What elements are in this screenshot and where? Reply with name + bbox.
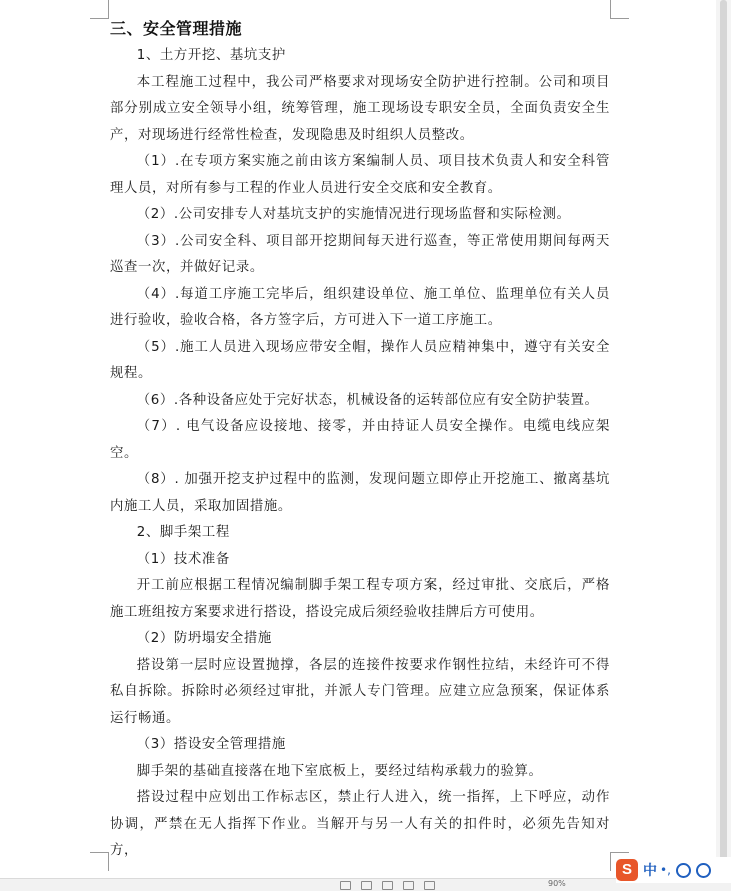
- paragraph: （3）搭设安全管理措施: [136, 737, 286, 752]
- paragraph: 开工前应根据工程情况编制脚手架工程专项方案，经过审批、交底后，严格施工班组按方案要求进行搭设，搭设完成后须经验收挂牌后方可使用。: [110, 578, 610, 620]
- paragraph: 1、土方开挖、基坑支护: [136, 48, 286, 63]
- paragraph: （8）. 加强开挖支护过程中的监测，发现问题立即停止开挖施工、撤离基坑内施工人员，采取加固措施。: [110, 472, 610, 514]
- outline-view-icon[interactable]: [361, 881, 372, 890]
- paragraph: （6）.各种设备应处于完好状态，机械设备的运转部位应有安全防护装置。: [136, 392, 599, 408]
- reading-mode-icon[interactable]: [403, 881, 414, 890]
- ime-punctuation-label[interactable]: •,: [660, 863, 671, 877]
- margin-corner-top-left: [90, 0, 109, 19]
- paragraph: （1）.在专项方案实施之前由该方案编制人员、项目技术负责人和安全科管理人员，对所有参与工程的作业人员进行安全交底和安全教育。: [110, 154, 610, 196]
- ime-mode-label[interactable]: 中: [643, 863, 657, 879]
- print-layout-icon[interactable]: [340, 881, 351, 890]
- paragraph: 搭设过程中应划出工作标志区，禁止行人进入，统一指挥，上下呼应，动作协调，严禁在无人指挥下作业。当解开与另一人有关的扣件时，必须先告知对方，: [110, 790, 610, 858]
- margin-corner-bottom-left: [90, 852, 109, 871]
- web-view-icon[interactable]: [382, 881, 393, 890]
- vertical-scrollbar[interactable]: [716, 0, 731, 878]
- microphone-icon[interactable]: [696, 863, 711, 878]
- document-body[interactable]: [110, 16, 610, 865]
- paragraph: （2）防坍塌安全措施: [136, 631, 272, 646]
- margin-corner-top-right: [610, 0, 629, 19]
- zoom-level[interactable]: 90%: [548, 879, 566, 888]
- paragraph: （4）.每道工序施工完毕后，组织建设单位、施工单位、监理单位有关人员进行验收，验收合格，各方签字后，方可进入下一道工序施工。: [110, 286, 610, 328]
- paragraph: （5）.施工人员进入现场应带安全帽，操作人员应精神集中，遵守有关安全规程。: [110, 339, 610, 381]
- emoji-icon[interactable]: [676, 863, 691, 878]
- scrollbar-thumb[interactable]: [720, 0, 727, 860]
- paragraph: 搭设第一层时应设置抛撑，各层的连接件按要求作钢性拉结，未经许可不得私自拆除。拆除时必须经过审批，并派人专门管理。应建立应急预案，保证体系运行畅通。: [110, 657, 610, 726]
- paragraph: 2、脚手架工程: [136, 525, 230, 540]
- section-heading: 三、安全管理措施: [110, 19, 243, 38]
- paragraph: （3）.公司安全科、项目部开挖期间每天进行巡查，等正常使用期间每两天巡查一次，并做好记录。: [110, 233, 610, 275]
- paragraph: （7）. 电气设备应设接地、接零，并由持证人员安全操作。电缆电线应架空。: [110, 419, 610, 461]
- eye-protection-icon[interactable]: [424, 881, 435, 890]
- paragraph: 本工程施工过程中，我公司严格要求对现场安全防护进行控制。公司和项目部分别成立安全领导小组，统筹管理，施工现场设专职安全员，全面负责安全生产，对现场进行经常性检查，发现隐患及时组织人员整改。: [110, 74, 610, 143]
- sogou-logo-icon[interactable]: S: [616, 859, 638, 881]
- paragraph: （1）技术准备: [136, 551, 230, 567]
- ime-toolbar[interactable]: [616, 857, 731, 883]
- view-mode-icons: [340, 881, 435, 890]
- paragraph: （2）.公司安排专人对基坑支护的实施情况进行现场监督和实际检测。: [136, 207, 571, 222]
- paragraph: 脚手架的基础直接落在地下室底板上，要经过结构承载力的验算。: [136, 763, 543, 779]
